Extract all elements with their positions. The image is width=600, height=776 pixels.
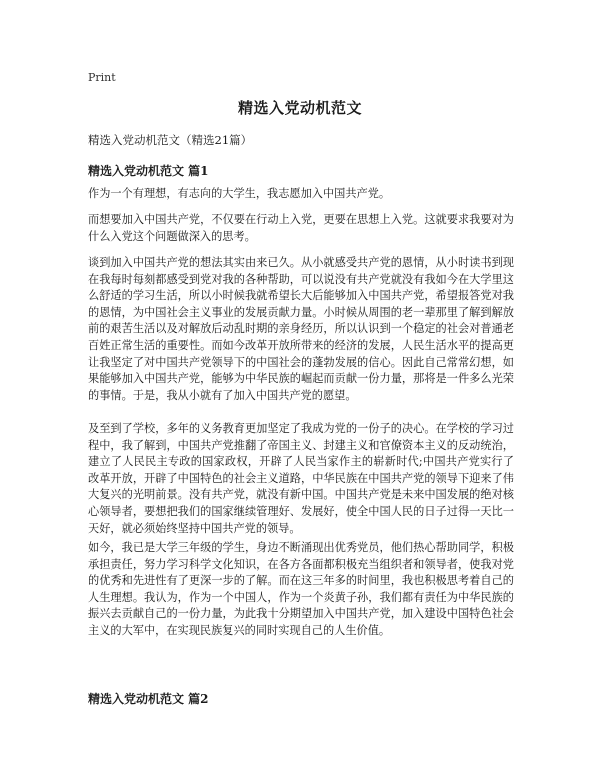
paragraph: 而想要加入中国共产党，不仅要在行动上入党，更要在思想上入党。这就要求我要对为什么入党这个问题做深入的思考。 [88,213,514,243]
paragraph: 及至到了学校，多年的义务教育更加坚定了我成为党的一份子的决心。在学校的学习过程中，我了解到，中国共产党推翻了帝国主义、封建主义和官僚资本主义的反动统治，建立了人民民主专政的国家政权，开辟了人民当家作主的崭新时代;中国共产党实行了改革开放，开辟了中国特色的社会主义道路，中华民族在中国共产党的领导下迎来了伟大复兴的光明前景。没有共产党，就没有新中国。中国共产党是未来中国发展的绝对核心领导者，要想把我们的国家继续管理好、发展好，使全中国人民的日子过得一天比一天好，就必须始终坚持中国共产党的领导。 [88,422,514,535]
section-heading-2: 精选入党动机范文 篇2 [88,692,209,706]
document-subtitle: 精选入党动机范文（精选21篇） [88,133,253,147]
page-title: 精选入党动机范文 [237,99,362,117]
paragraph: 谈到加入中国共产党的想法其实由来已久。从小就感受共产党的恩情，从小时读书到现在我每时每刻都感受到党对我的各种帮助，可以说没有共产党就没有我如今在大学里这么舒适的学习生活，所以小时候我就希望长大后能够加入中国共产党，希望报答党对我的恩情，为中国社会主义事业的发展贡献力量。小时候从周围的老一辈那里了解到解放前的艰苦生活以及对解放后动乱时期的亲身经历，所以认识到一个稳定的社会对普通老百姓正常生活的重要性。而如今改革开放所带来的经济的发展，人民生活水平的提高更让我坚定了对中国共产党领导下的中国社会的蓬勃发展的信心。因此自己常常幻想，如果能够加入中国共产党，能够为中华民族的崛起而贡献一份力量，那将是一件多么光荣的事情。于是，我从小就有了加入中国共产党的愿望。 [88,256,514,402]
section-heading-1: 精选入党动机范文 篇1 [88,164,209,178]
paragraph: 如今，我已是大学三年级的学生，身边不断涌现出优秀党员，他们热心帮助同学，积极承担责任，努力学习科学文化知识，在各方各面都积极充当组织者和领导者，使我对党的优秀和先进性有了更深一步的了解。而在这三年多的时间里，我也积极思考着自己的人生理想。我认为，作为一个中国人，作为一个炎黄子孙，我们都有责任为中华民族的振兴去贡献自己的一份力量，为此我十分期望加入中国共产党，加入建设中国特色社会主义的大军中，在实现民族复兴的同时实现自己的人生价值。 [88,541,514,637]
paragraph: 作为一个有理想，有志向的大学生，我志愿加入中国共产党。 [88,187,391,200]
print-link[interactable]: Print [88,71,116,84]
